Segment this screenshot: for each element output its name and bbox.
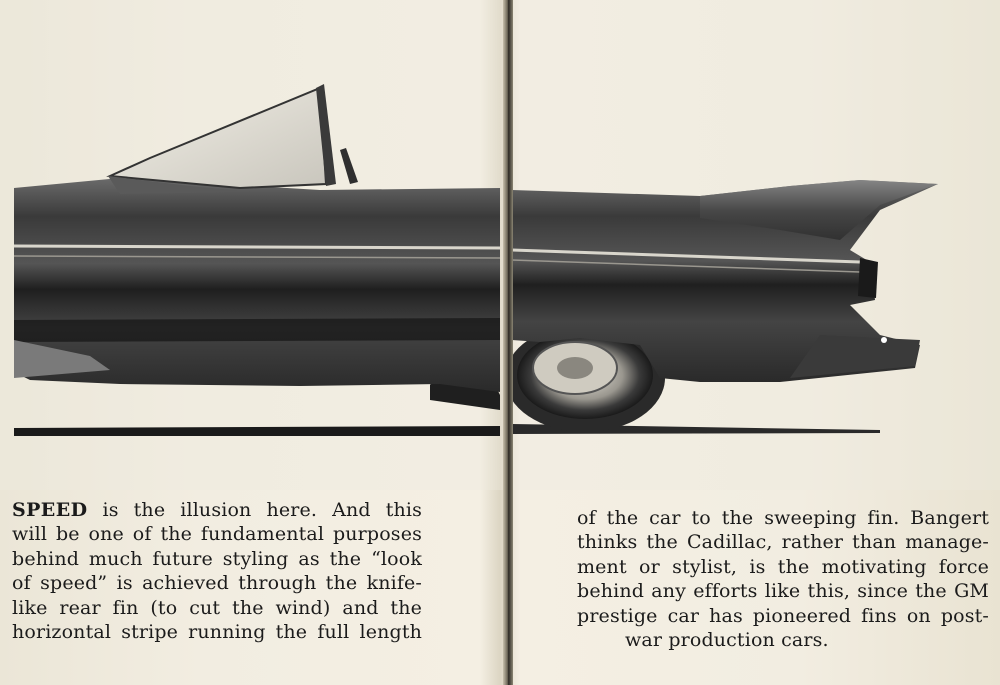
text-line-3: behind much future styling as the “look — [12, 547, 422, 570]
right-text-line-1: of the car to the sweeping fin. Bangert — [577, 507, 989, 529]
right-page-text — [577, 506, 989, 652]
text-line-4: of speed” is achieved through the knife- — [12, 572, 422, 595]
text-line-1 — [12, 498, 422, 522]
text-line-1-rest: is the illusion here. And this — [87, 499, 422, 521]
right-text-line-6: war production cars. — [625, 629, 829, 652]
right-text-line-5: prestige car has pioneered fins on post- — [577, 604, 989, 627]
right-text-line-3: ment or stylist, is the motivating force — [577, 555, 989, 578]
lead-word: SPEED — [12, 499, 88, 521]
text-line-5: like rear fin (to cut the wind) and the — [12, 596, 422, 619]
right-text-line-2: thinks the Cadillac, rather than manage- — [577, 531, 989, 554]
left-page-text — [12, 498, 422, 644]
text-line-2: will be one of the fundamental purposes — [12, 523, 422, 546]
right-text-line-4: behind any efforts like this, since the GM — [577, 580, 989, 603]
text-line-6: horizontal stripe running the full length — [12, 621, 422, 644]
